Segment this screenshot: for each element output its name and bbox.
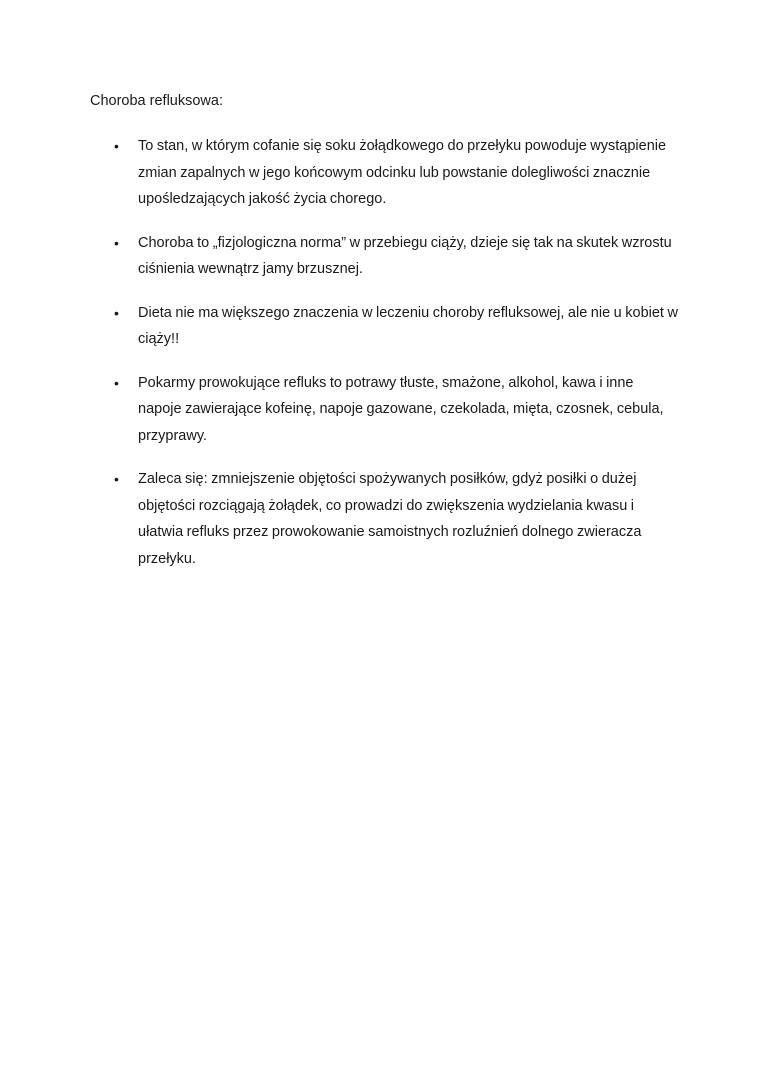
bullet-icon: • — [114, 234, 119, 251]
bullet-list — [90, 133, 680, 589]
bullet-icon: • — [114, 374, 119, 391]
bullet-icon: • — [114, 471, 119, 487]
list-item-text: Choroba to „fizjologiczna norma” w przebiegu ciąży, dzieje się tak na skutek wzrostu ciśnienia wewnątrz jamy brzusznej. — [138, 234, 672, 277]
bullet-icon: • — [114, 304, 119, 321]
list-item-text: To stan, w którym cofanie się soku żołądkowego do przełyku powoduje wystąpienie zmian zapalnych w jego końcowym odcinku lub powstanie dolegliwości znacznie upośledzających jakość życia chorego. — [138, 138, 667, 207]
list-item — [90, 133, 680, 213]
list-item — [90, 370, 680, 450]
document-heading: Choroba refluksowa: — [90, 93, 223, 109]
list-item — [90, 230, 680, 283]
list-item-text: Pokarmy prowokujące refluks to potrawy tłuste, smażone, alkohol, kawa i inne napoje zawierające kofeinę, napoje gazowane, czekolada, mięta, czosnek, cebula, przyprawy. — [138, 374, 664, 444]
list-item — [90, 300, 680, 353]
list-item — [90, 466, 680, 572]
list-item-text: Dieta nie ma większego znaczenia w leczeniu choroby refluksowej, ale nie u kobiet w ciąży!! — [138, 304, 678, 347]
bullet-icon: • — [114, 138, 119, 154]
list-item-text: Zaleca się: zmniejszenie objętości spożywanych posiłków, gdyż posiłki o dużej objętości rozciągają żołądek, co prowadzi do zwiększenia wydzielania kwasu i ułatwia refluks przez prowokowanie samoistnych rozluźnień dolnego zwieracza przełyku. — [138, 471, 642, 567]
